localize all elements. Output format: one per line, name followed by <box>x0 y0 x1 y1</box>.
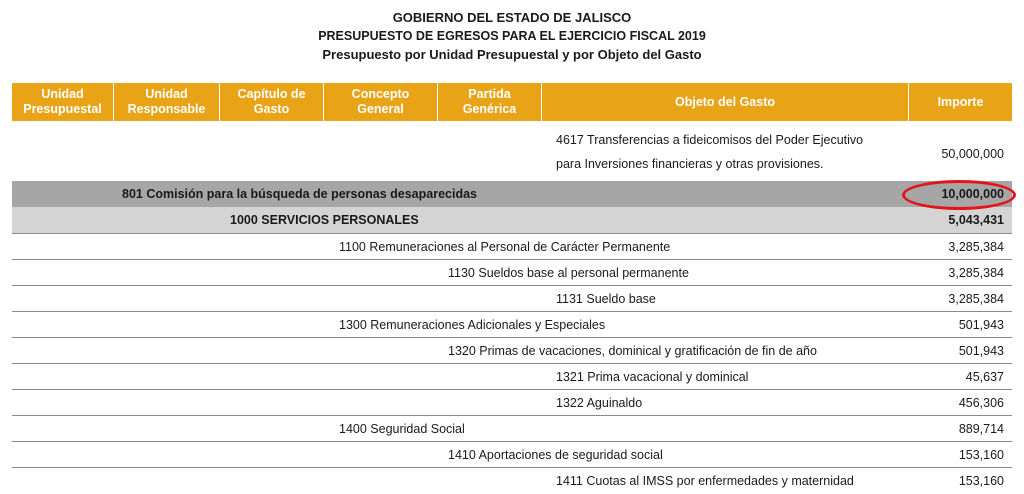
col-importe: Importe <box>937 94 984 109</box>
table-row <box>12 123 1012 181</box>
table-row <box>12 286 1012 312</box>
row-amount: 10,000,000 <box>941 187 1004 201</box>
report-titles <box>0 8 1024 64</box>
row-text: 1322 Aguinaldo <box>556 396 643 410</box>
row-amount: 889,714 <box>958 422 1004 436</box>
table-row-chapter <box>12 207 1012 234</box>
row-text: 1400 Seguridad Social <box>339 422 465 436</box>
row-text: 1100 Remuneraciones al Personal de Carácter Permanente <box>339 240 671 254</box>
row-text-line1: 4617 Transferencias a fideicomisos del Poder Ejecutivo <box>556 133 864 147</box>
row-text: 1320 Primas de vacaciones, dominical y gratificación de fin de año <box>448 344 817 358</box>
row-text: 1000 SERVICIOS PERSONALES <box>230 213 419 227</box>
table-row <box>12 364 1012 390</box>
report-title: GOBIERNO DEL ESTADO DE JALISCO <box>392 10 632 25</box>
row-amount: 153,160 <box>958 448 1004 462</box>
col-objeto-gasto: Objeto del Gasto <box>542 83 909 121</box>
row-amount: 5,043,431 <box>948 213 1004 227</box>
row-amount: 501,943 <box>958 344 1004 358</box>
row-amount: 456,306 <box>958 396 1004 410</box>
table-row-unit <box>12 181 1012 207</box>
col-unidad-responsable: Unidad Responsable <box>114 83 220 121</box>
row-amount: 45,637 <box>965 370 1004 384</box>
row-amount: 3,285,384 <box>948 292 1004 306</box>
table-row <box>12 442 1012 468</box>
table-row <box>12 234 1012 260</box>
row-amount: 3,285,384 <box>948 240 1004 254</box>
report-subtitle: PRESUPUESTO DE EGRESOS PARA EL EJERCICIO FISCAL 2019 <box>318 29 706 43</box>
table-row <box>12 338 1012 364</box>
row-text: 1130 Sueldos base al personal permanente <box>448 266 689 280</box>
row-text-line2: para Inversiones financieras y otras provisiones. <box>556 157 824 171</box>
row-amount: 3,285,384 <box>948 266 1004 280</box>
table-row <box>12 260 1012 286</box>
row-text: 1410 Aportaciones de seguridad social <box>448 448 663 462</box>
row-text: 1411 Cuotas al IMSS por enfermedades y maternidad <box>556 474 854 488</box>
table-header <box>12 83 1012 121</box>
row-text: 1131 Sueldo base <box>556 292 656 306</box>
row-text: 1321 Prima vacacional y dominical <box>556 370 749 384</box>
row-amount: 501,943 <box>958 318 1004 332</box>
col-concepto-general: Concepto General <box>324 83 438 121</box>
col-partida-generica: Partida Genérica <box>438 83 542 121</box>
row-amount: 50,000,000 <box>941 147 1004 161</box>
row-text: 1300 Remuneraciones Adicionales y Especiales <box>339 318 606 332</box>
row-amount: 153,160 <box>958 474 1004 488</box>
col-capitulo-gasto: Capítulo de Gasto <box>220 83 324 121</box>
table-row <box>12 468 1012 494</box>
col-unidad-presupuestal: Unidad Presupuestal <box>12 83 114 121</box>
row-text: 801 Comisión para la búsqueda de personas desaparecidas <box>122 187 477 201</box>
highlight-circle <box>902 180 1016 210</box>
report-caption: Presupuesto por Unidad Presupuestal y por Objeto del Gasto <box>322 47 702 62</box>
table-row <box>12 416 1012 442</box>
table-row <box>12 390 1012 416</box>
table-row <box>12 312 1012 338</box>
